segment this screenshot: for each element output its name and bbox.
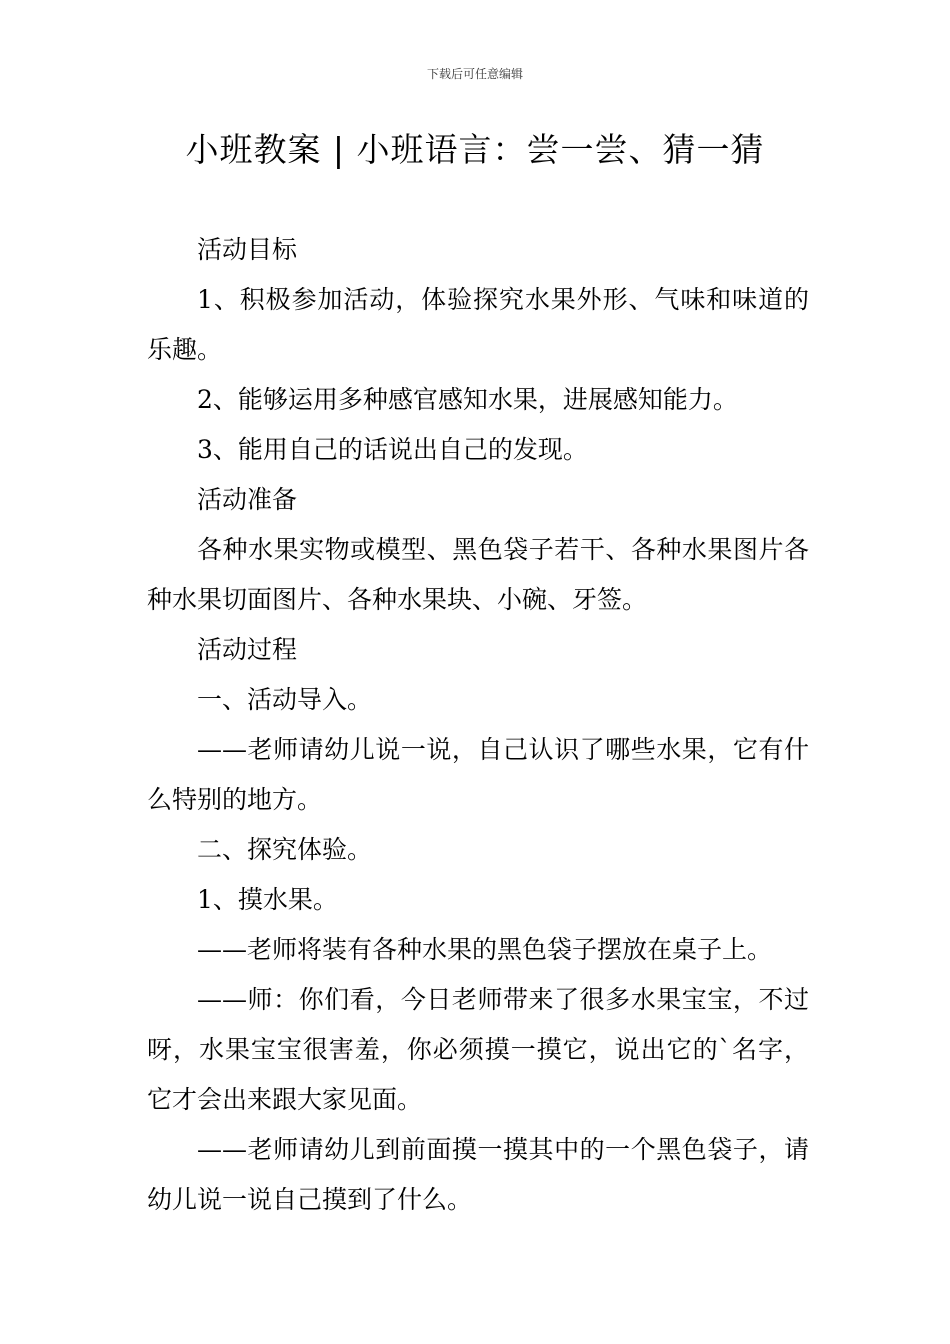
section-heading-process: 活动过程 <box>197 635 298 664</box>
header-note: 下载后可任意编辑 <box>426 67 523 81</box>
process-text: ——老师请幼儿说一说，自己认识了哪些水果，它有什么特别的地方。 <box>147 735 809 814</box>
document-title: 小班教案 | 小班语言：尝一尝、猜一猜 <box>185 130 765 169</box>
process-text: ——老师请幼儿到前面摸一摸其中的一个黑色袋子，请幼儿说一说自己摸到了什么。 <box>147 1135 809 1214</box>
goal-item-2: 2、能够运用多种感官感知水果，进展感知能力。 <box>197 385 738 414</box>
process-step-explore: 二、探究体验。 <box>197 835 373 864</box>
preparation-text: 各种水果实物或模型、黑色袋子若干、各种水果图片各种水果切面图片、各种水果块、小碗、牙签。 <box>147 535 809 614</box>
document-body <box>147 225 809 1225</box>
process-text: ——老师将装有各种水果的黑色袋子摆放在桌子上。 <box>197 935 773 964</box>
process-substep-touch: 1、摸水果。 <box>197 885 338 914</box>
goal-item-3: 3、能用自己的话说出自己的发现。 <box>197 435 588 464</box>
process-step-intro: 一、活动导入。 <box>197 685 373 714</box>
section-heading-preparation: 活动准备 <box>197 485 298 514</box>
process-text: ——师：你们看，今日老师带来了很多水果宝宝，不过呀，水果宝宝很害羞，你必须摸一摸它，说出它的`名字，它才会出来跟大家见面。 <box>147 985 809 1114</box>
section-heading-goals: 活动目标 <box>197 235 298 264</box>
goal-item-1: 1、积极参加活动，体验探究水果外形、气味和味道的乐趣。 <box>147 285 809 364</box>
